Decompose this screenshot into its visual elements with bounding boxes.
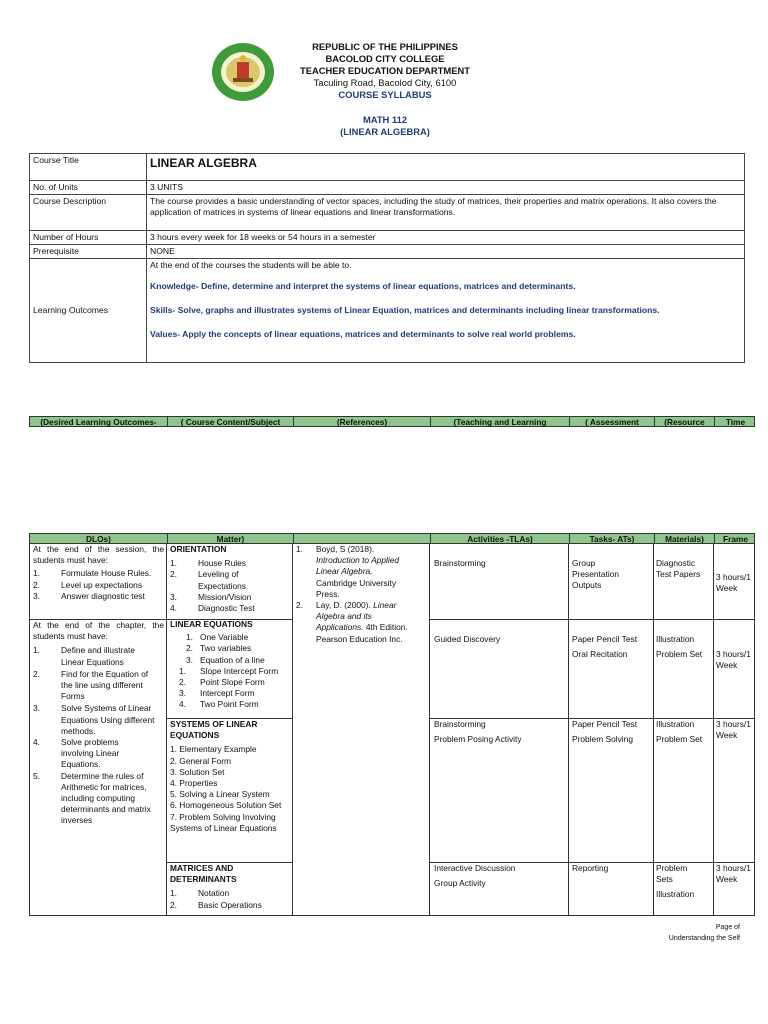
list-item: Slope Intercept Form bbox=[200, 665, 279, 676]
row1-topic: ORIENTATION bbox=[170, 544, 227, 554]
list-item: Leveling of Expectations bbox=[198, 569, 246, 591]
col-resource-header: (Resource bbox=[664, 417, 705, 427]
row4-content-cell: MATRICES AND DETERMINANTS 1. Notation 2. Basic Operations bbox=[170, 863, 290, 911]
row4-assessment: Reporting bbox=[572, 863, 609, 873]
col-references-header: (References) bbox=[336, 417, 388, 427]
row1-tla: Brainstorming bbox=[434, 558, 486, 568]
list-item: Find for the Equation of the line using different Forms bbox=[61, 668, 149, 702]
list-item: Two variables bbox=[200, 643, 252, 654]
lo-intro: At the end of the courses the students will be able to. bbox=[150, 260, 352, 270]
row2-assessment-2: Oral Recitation bbox=[572, 649, 628, 659]
prerequisite-value: NONE bbox=[147, 245, 745, 259]
row3-tla-1: Brainstorming bbox=[434, 719, 486, 729]
course-info-table bbox=[29, 153, 745, 363]
list-item: One Variable bbox=[200, 632, 249, 643]
list-item: Define and illustrate Linear Equations bbox=[61, 645, 136, 667]
row3-topic: SYSTEMS OF LINEAR EQUATIONS bbox=[170, 719, 258, 741]
reference-2-author: Lay, D. (2000). bbox=[316, 600, 371, 611]
list-item: 3. Solution Set bbox=[170, 766, 225, 777]
reference-2-title: Linear Algebra and its Applications. bbox=[316, 600, 397, 633]
list-item: Determine the rules of Arithmetic for matrices, including computing determinants and matrix inverses bbox=[61, 770, 151, 826]
lo-values: Values- Apply the concepts of linear equations, matrices and determinants to solve real world problems. bbox=[150, 329, 576, 339]
row4-tla-1: Interactive Discussion bbox=[434, 863, 516, 873]
hours-value: 3 hours every week for 18 weeks or 54 hours in a semester bbox=[147, 231, 745, 245]
lo-skills: Skills- Solve, graphs and illustrates systems of Linear Equation, matrices and determinants including linear transformations. bbox=[150, 305, 660, 315]
row1-dlo-cell: At the end of the session, the students must have: 1. Formulate House Rules. 2. Level up expectations 3. Answer diagnostic test bbox=[33, 544, 164, 601]
col-time-header-cont: Frame bbox=[723, 534, 748, 544]
row1-assessment: Group Presentation Outputs bbox=[572, 558, 620, 591]
list-item: Formulate House Rules. bbox=[61, 568, 152, 579]
header-department: TEACHER EDUCATION DEPARTMENT bbox=[300, 65, 470, 76]
reference-1-author: Boyd, S (2018). bbox=[316, 544, 375, 554]
list-item: 6. Homogeneous Solution Set bbox=[170, 800, 282, 811]
header-syllabus: COURSE SYLLABUS bbox=[338, 89, 432, 100]
row3-assessment-1: Paper Pencil Test bbox=[572, 719, 638, 729]
col-assessment-header-cont: Tasks- ATs) bbox=[589, 534, 635, 544]
list-item: Two Point Form bbox=[200, 699, 259, 710]
reference-1-title: Introduction to Applied Linear Algebra, bbox=[316, 555, 400, 577]
row2-tla: Guided Discovery bbox=[434, 634, 501, 644]
reference-2-publisher: Pearson Education Inc. bbox=[316, 633, 403, 644]
list-item: Intercept Form bbox=[200, 688, 255, 699]
list-item: Level up expectations bbox=[61, 579, 143, 590]
col-tla-header: (Teaching and Learning bbox=[453, 417, 547, 427]
list-item: Basic Operations bbox=[198, 899, 262, 910]
hours-label: Number of Hours bbox=[30, 231, 147, 245]
units-value: 3 UNITS bbox=[147, 181, 745, 195]
col-content-header-cont: Matter) bbox=[216, 534, 245, 544]
syllabus-table bbox=[29, 543, 755, 916]
row2-timeframe: 3 hours/1 Week bbox=[716, 649, 751, 671]
units-label: No. of Units bbox=[30, 181, 147, 195]
footer-page: Page of bbox=[715, 924, 740, 931]
lo-knowledge: Knowledge- Define, determine and interpret the systems of linear equations, matrices and determinants. bbox=[150, 281, 576, 291]
row2-topic: LINEAR EQUATIONS bbox=[170, 619, 253, 629]
header-college: BACOLOD CITY COLLEGE bbox=[325, 53, 445, 64]
course-title-value: LINEAR ALGEBRA bbox=[147, 154, 745, 181]
reference-1-publisher: Cambridge University Press. bbox=[316, 577, 397, 599]
row4-timeframe: 3 hours/1 Week bbox=[716, 863, 751, 885]
course-code: MATH 112 bbox=[362, 114, 408, 125]
header-republic: REPUBLIC OF THE PHILIPPINES bbox=[312, 41, 458, 52]
row3-timeframe: 3 hours/1 Week bbox=[716, 719, 751, 741]
col-resource-header-cont: Materials) bbox=[665, 534, 704, 544]
col-dlo-header: (Desired Learning Outcomes- bbox=[40, 417, 157, 427]
row4-topic: MATRICES AND DETERMINANTS bbox=[170, 863, 237, 885]
list-item: Solve problems involving Linear Equations. bbox=[61, 737, 120, 770]
course-title-label: Course Title bbox=[30, 154, 147, 181]
row3-materials-1: Illustration bbox=[656, 719, 695, 729]
col-tla-header-cont: Activities -TLAs) bbox=[467, 534, 533, 544]
reference-2-edition: 4th Edition. bbox=[365, 622, 408, 633]
list-item: 2. General Form bbox=[170, 755, 231, 766]
row1-materials: Diagnostic Test Papers bbox=[656, 558, 701, 580]
row4-materials-2: Illustration bbox=[656, 889, 695, 899]
col-dlo-header-cont: DLOs) bbox=[86, 534, 111, 544]
list-item: 1. Elementary Example bbox=[170, 744, 257, 755]
page-footer bbox=[669, 922, 740, 944]
course-subtitle: (LINEAR ALGEBRA) bbox=[340, 126, 430, 137]
col-content-header: ( Course Content/Subject bbox=[180, 417, 281, 427]
description-value: The course provides a basic understanding of vector spaces, including the study of matrices, their properties and matrix operations. It also covers the application of matrices in systems of linear equations and linear transformations. bbox=[147, 195, 745, 231]
col-time-header: Time bbox=[725, 417, 746, 427]
row4-materials-1: Problem Sets bbox=[656, 863, 688, 885]
row3-content-cell bbox=[170, 719, 290, 834]
list-item: 7. Problem Solving Involving Systems of Linear Equations bbox=[170, 811, 277, 833]
row1-content-cell: ORIENTATION 1. House Rules 2. Leveling of Expectations 3. Mission/Vision 4. Diagnostic Test bbox=[170, 544, 290, 614]
prerequisite-label: Prerequisite bbox=[30, 245, 147, 259]
col-assessment-header: ( Assessment bbox=[585, 417, 639, 427]
list-item: Answer diagnostic test bbox=[61, 590, 145, 601]
list-item: Mission/Vision bbox=[198, 591, 252, 602]
list-item: Notation bbox=[198, 888, 230, 899]
list-item: House Rules bbox=[198, 558, 246, 569]
footer-course: Understanding the Self bbox=[668, 935, 740, 942]
row3-tla-2: Problem Posing Activity bbox=[434, 734, 522, 744]
row3-assessment-2: Problem Solving bbox=[572, 734, 633, 744]
row3-materials-2: Problem Set bbox=[656, 734, 703, 744]
row1-timeframe: 3 hours/1 Week bbox=[716, 572, 751, 594]
learning-outcomes-label: Learning Outcomes bbox=[30, 259, 147, 363]
list-item: 4. Properties bbox=[170, 778, 218, 789]
row2-content-cell: LINEAR EQUATIONS 1. One Variable 2. Two variables 3. Equation of a line 1. Slope Intercept Form 2. Point Slope Form 3. Intercept Form 4. Two Point Form bbox=[170, 619, 290, 711]
description-label: Course Description bbox=[30, 195, 147, 231]
row2-dlo-intro: At the end of the chapter, the students must have: bbox=[33, 620, 164, 642]
row2-assessment-1: Paper Pencil Test bbox=[572, 634, 638, 644]
column-header-strip-top bbox=[29, 416, 755, 427]
header-address: Taculing Road, Bacolod City, 6100 bbox=[313, 77, 457, 88]
references-cell: 1. Boyd, S (2018). Introduction to Applied Linear Algebra, Cambridge University Press. 2. Lay, D. (2000). Linear Algebra and its Applications. 4th Edition. Pearson Education Inc. bbox=[296, 544, 426, 645]
list-item: Equation of a line bbox=[200, 654, 265, 665]
row1-dlo-intro: At the end of the session, the students must have: bbox=[33, 544, 164, 566]
row4-tla-2: Group Activity bbox=[434, 878, 486, 888]
learning-outcomes-cell bbox=[147, 259, 745, 363]
list-item: 5. Solving a Linear System bbox=[170, 789, 270, 800]
row2-materials-1: Illustration bbox=[656, 634, 695, 644]
list-item: Diagnostic Test bbox=[198, 603, 255, 614]
list-item: Solve Systems of Linear Equations Using different methods. bbox=[61, 703, 155, 736]
list-item: Point Slope Form bbox=[200, 677, 265, 688]
row2-materials-2: Problem Set bbox=[656, 649, 703, 659]
row2-dlo-cell: At the end of the chapter, the students must have: 1. Define and illustrate Linear Equations 2. Find for the Equation of the line using different Forms 3. Solve Systems of Linear Equations Using different methods. 4. Solve problems involving Linear Equations. 5. Determine the rules of Arithmetic for matrices, including computing determinants and matrix inverses bbox=[33, 620, 164, 826]
